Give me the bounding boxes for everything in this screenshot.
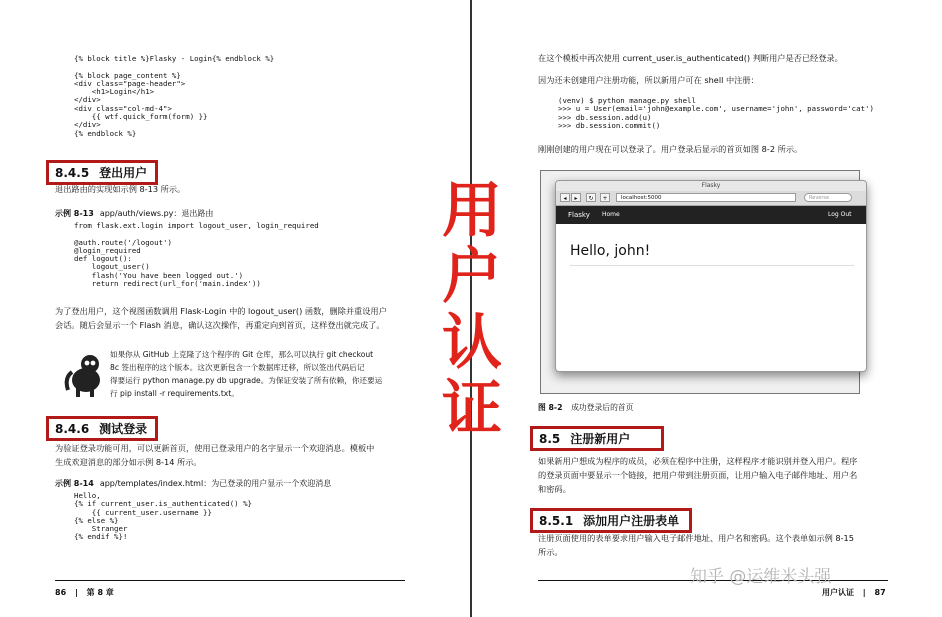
paragraph-line: 会话。随后会显示一个 Flash 消息，确认这次操作，再重定向到首页，这样登出就完成了。 [55, 320, 385, 330]
overlay-char: 证 [442, 374, 502, 444]
page-header-rule [570, 265, 854, 266]
section-title: 测试登录 [99, 422, 148, 436]
overlay-char: 户 [442, 242, 502, 312]
footer [55, 587, 114, 598]
add-tab-icon[interactable]: + [600, 193, 610, 202]
paragraph-line: 为验证登录功能可用，可以更新首页，使用已登录用户的名字显示一个欢迎消息。模板中 [55, 443, 375, 453]
paragraph-line: 如果新用户想成为程序的成员，必须在程序中注册，这样程序才能识别并登入用户。程序 [538, 456, 858, 466]
address-bar[interactable]: localhost:5000 [616, 193, 796, 202]
paragraph-line: 生成欢迎消息的部分如示例 8-14 所示。 [55, 457, 202, 467]
chapter-label: 第 8 章 [86, 588, 114, 597]
note-line: 得要运行 python manage.py db upgrade。为保证安装了所有依赖，你还要运 [110, 376, 383, 385]
nav-home-link[interactable]: Home [602, 211, 620, 218]
section-number: 8.5 [539, 432, 561, 446]
code-block-logout-route: from flask.ext.login import logout_user, login_required @auth.route('/logout') @login_required def logout(): logout_user() flash('You have been logged out.') return redirect(url_for('main.index')) [74, 221, 319, 289]
chapter-label: 用户认证 [822, 588, 854, 597]
note-line: 8c 签出程序的这个版本。这次更新包含一个数据库迁移，所以签出代码后记 [110, 363, 365, 372]
paragraph-line: 刚刚创建的用户现在可以登录了。用户登录后显示的首页如图 8-2 所示。 [538, 144, 803, 154]
forward-icon[interactable]: ▸ [571, 193, 581, 202]
footer [822, 587, 886, 598]
listing-label: 示例 8-13 [55, 209, 94, 218]
overlay-title [432, 178, 512, 442]
paragraph-line: 在这个模板中再次使用 current_user.is_authenticated() 判断用户是否已经登录。 [538, 53, 843, 63]
paragraph: 退出路由的实现如示例 8-13 所示。 [55, 184, 186, 194]
figure-caption-text: 成功登录后的首页 [571, 403, 634, 412]
app-navbar [556, 206, 866, 224]
footer-rule [55, 580, 405, 581]
paragraph-line: 因为还未创建用户注册功能，所以新用户可在 shell 中注册： [538, 75, 759, 85]
page-number: 86 [55, 588, 67, 597]
note-line: 行 pip install -r requirements.txt。 [110, 389, 239, 398]
browser-title: Flasky [556, 181, 866, 191]
section-heading-8-4-6 [46, 416, 158, 441]
hello-heading: Hello, john! [570, 243, 651, 259]
section-title: 添加用户注册表单 [583, 514, 680, 528]
section-title: 注册新用户 [570, 432, 631, 446]
paragraph-line: 为了登出用户，这个视图函数调用 Flask-Login 中的 logout_user() 函数，删除并重设用户 [55, 306, 387, 316]
overlay-char: 认 [442, 308, 502, 378]
browser-toolbar [556, 191, 866, 206]
overlay-char: 用 [442, 176, 502, 246]
listing-caption: app/templates/index.html：为已登录的用户显示一个欢迎消息 [99, 479, 332, 488]
section-number: 8.4.6 [55, 422, 90, 436]
back-icon[interactable]: ◂ [560, 193, 570, 202]
raccoon-note-icon [62, 350, 106, 398]
code-block-login-template: {% block title %}Flasky - Login{% endblock %} {% block page_content %} <div class="page-header"> <h1>Login</h1> </div> <div class="col-md-4"> {{ wtf.quick_form(form) }} </div> {% endblock %} [74, 54, 275, 138]
section-heading-8-5-1 [530, 508, 692, 533]
left-page [0, 0, 470, 617]
section-title: 登出用户 [99, 166, 148, 180]
footer-separator: | [74, 588, 78, 597]
listing-label: 示例 8-14 [55, 479, 94, 488]
section-heading-8-4-5 [46, 160, 158, 185]
paragraph-line: 和密码。 [538, 484, 571, 494]
note-line: 如果你从 GitHub 上克隆了这个程序的 Git 仓库，那么可以执行 git checkout [110, 350, 374, 359]
code-block-shell: (venv) $ python manage.py shell >>> u = User(email='john@example.com', username='john', password='cat') >>> db.session.add(u) >>> db.session.commit() [558, 96, 874, 130]
listing-caption-8-13 [55, 208, 213, 219]
watermark: 知乎 @运维米头强 [690, 567, 832, 587]
section-heading-8-5 [530, 426, 664, 451]
listing-caption-8-14 [55, 478, 331, 489]
browser-search-field[interactable]: Reverse [804, 193, 852, 202]
page-number: 87 [874, 588, 886, 597]
reload-icon[interactable]: ↻ [586, 193, 596, 202]
section-number: 8.4.5 [55, 166, 90, 180]
figure-caption [538, 401, 633, 414]
section-number: 8.5.1 [539, 514, 574, 528]
code-block-index-template: Hello, {% if current_user.is_authenticated() %} {{ current_user.username }} {% else %} Stranger {% endif %}! [74, 491, 252, 542]
figure-label: 图 8-2 [538, 403, 563, 412]
navbar-brand[interactable]: Flasky [568, 211, 590, 219]
paragraph-line: 注册页面使用的表单要求用户输入电子邮件地址、用户名和密码。这个表单如示例 8-15 [538, 533, 854, 543]
paragraph-line: 的登录页面中要显示一个链接，把用户带到注册页面，让用户输入电子邮件地址、用户名 [538, 470, 858, 480]
nav-logout-link[interactable]: Log Out [828, 211, 852, 218]
listing-caption: app/auth/views.py：退出路由 [99, 209, 214, 218]
paragraph-line: 所示。 [538, 547, 563, 557]
footer-separator: | [862, 588, 866, 597]
browser-window [555, 180, 867, 372]
